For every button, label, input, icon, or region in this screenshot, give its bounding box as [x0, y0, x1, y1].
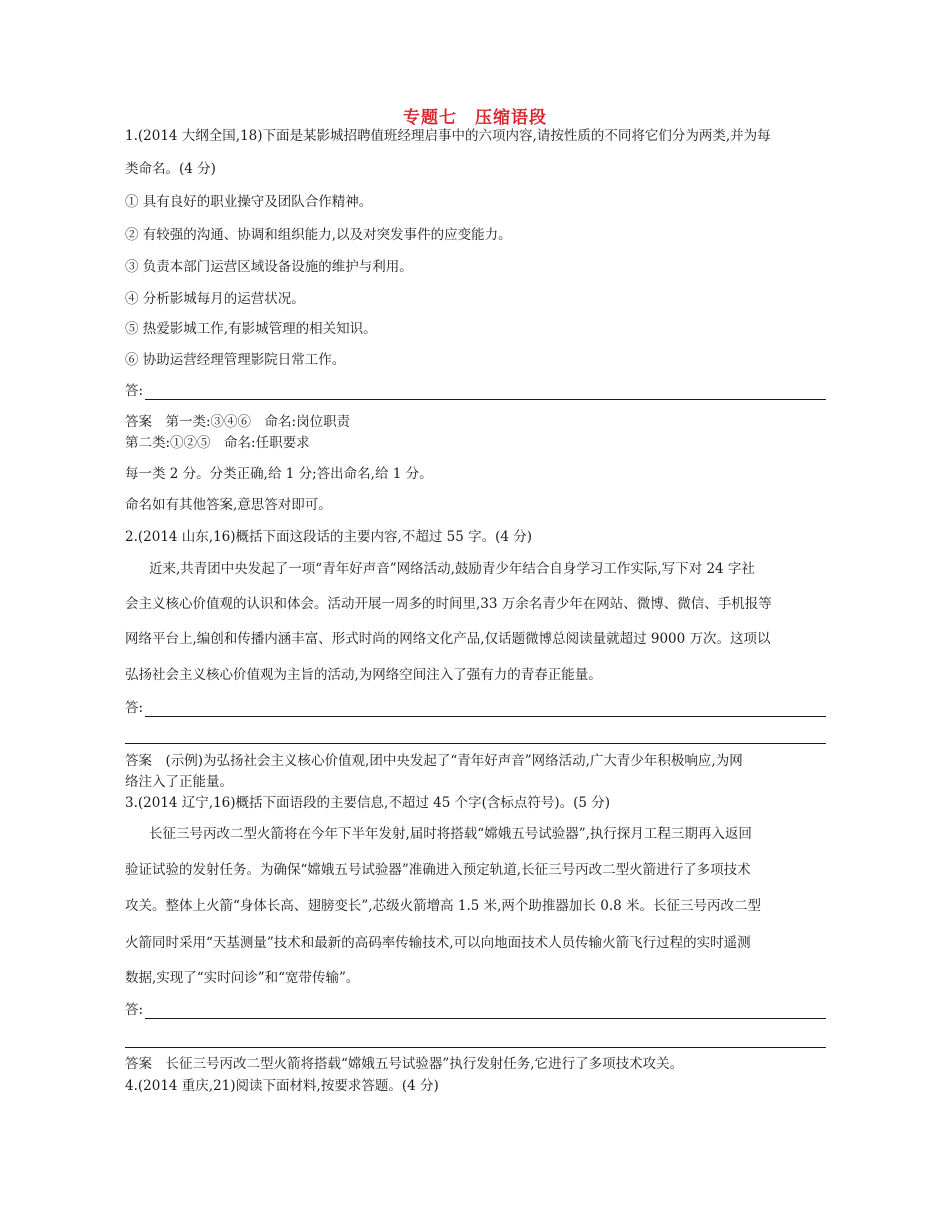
answer-rule — [125, 1047, 826, 1048]
question-2-stem: 2.(2014 山东,16)概括下面这段话的主要内容,不超过 55 字。(4 分) — [125, 529, 532, 545]
passage-line: 火箭同时采用“天基测量”技术和最新的高码率传输技术,可以向地面技术人员传输火箭飞行过程的实时遥测 — [125, 935, 751, 951]
answer-key: 络注入了正能量。 — [125, 774, 233, 790]
answer-key: 答案 (示例)为弘扬社会主义核心价值观,团中央发起了“青年好声音”网络活动,广大青少年积极响应,为网 — [125, 753, 743, 769]
question-4-stem: 4.(2014 重庆,21)阅读下面材料,按要求答题。(4 分) — [125, 1078, 439, 1094]
passage-line: 网络平台上,编创和传播内涵丰富、形式时尚的网络文化产品,仅话题微博总阅读量就超过 9000 万次。这项以 — [125, 631, 771, 647]
answer-key: 答案 第一类:③④⑥ 命名:岗位职责 — [125, 414, 351, 430]
option-item: ⑥ 协助运营经理管理影院日常工作。 — [125, 352, 346, 368]
option-item: ⑤ 热爱影城工作,有影城管理的相关知识。 — [125, 321, 377, 337]
answer-key: 每一类 2 分。分类正确,给 1 分;答出命名,给 1 分。 — [125, 466, 433, 482]
answer-key: 第二类:①②⑤ 命名:任职要求 — [125, 435, 310, 451]
option-item: ② 有较强的沟通、协调和组织能力,以及对突发事件的应变能力。 — [125, 227, 512, 243]
option-item: ④ 分析影城每月的运营状况。 — [125, 291, 305, 307]
answer-blank — [145, 386, 826, 400]
answer-key: 命名如有其他答案,意思答对即可。 — [125, 497, 332, 513]
question-3-stem: 3.(2014 辽宁,16)概括下面语段的主要信息,不超过 45 个字(含标点符号)。(5 分) — [125, 795, 611, 811]
passage-line: 攻关。整体上火箭“身体长高、翅膀变长”,芯级火箭增高 1.5 米,两个助推器加长 0.8 米。长征三号丙改二型 — [125, 898, 761, 914]
answer-line — [125, 382, 826, 400]
passage-line: 数据,实现了“实时问诊”和“宽带传输”。 — [125, 970, 360, 986]
answer-rule — [125, 743, 826, 744]
page-title: 专题七 压缩语段 — [403, 108, 547, 128]
passage-line: 会主义核心价值观的认识和体会。活动开展一周多的时间里,33 万余名青少年在网站、微博、微信、手机报等 — [125, 596, 772, 612]
question-1-stem: 1.(2014 大纲全国,18)下面是某影城招聘值班经理启事中的六项内容,请按性质的不同将它们分为两类,并为每 — [125, 128, 771, 144]
question-1-stem-cont: 类命名。(4 分) — [125, 161, 216, 177]
option-item: ③ 负责本部门运营区域设备设施的维护与利用。 — [125, 259, 413, 275]
answer-line — [125, 1001, 826, 1019]
passage-line: 弘扬社会主义核心价值观为主旨的活动,为网络空间注入了强有力的青春正能量。 — [125, 667, 602, 683]
answer-key: 答案 长征三号丙改二型火箭将搭载“嫦娥五号试验器”执行发射任务,它进行了多项技术攻关。 — [125, 1056, 684, 1072]
option-item: ① 具有良好的职业操守及团队合作精神。 — [125, 194, 373, 210]
answer-label: 答: — [125, 700, 144, 716]
passage-line: 验证试验的发射任务。为确保“嫦娥五号试验器”准确进入预定轨道,长征三号丙改二型火箭进行了多项技术 — [125, 862, 751, 878]
answer-line — [125, 699, 826, 717]
passage-line: 近来,共青团中央发起了一项“青年好声音”网络活动,鼓励青少年结合自身学习工作实际,写下对 24 字社 — [149, 561, 755, 577]
answer-label: 答: — [125, 383, 144, 399]
answer-blank — [145, 703, 826, 717]
passage-line: 长征三号丙改二型火箭将在今年下半年发射,届时将搭载“嫦娥五号试验器”,执行探月工程三期再入返回 — [149, 826, 752, 842]
answer-blank — [145, 1005, 826, 1019]
answer-label: 答: — [125, 1002, 144, 1018]
